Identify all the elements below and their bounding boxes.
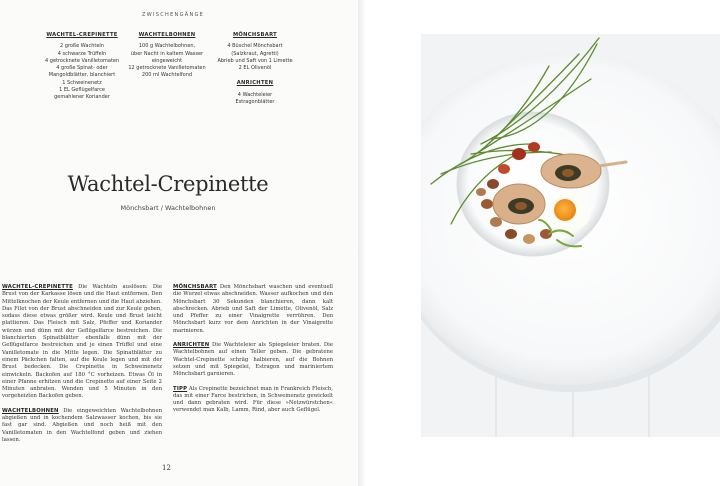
ingredient-line: eingeweicht (151, 57, 183, 64)
ingredients-heading: WACHTELBOHNEN (138, 32, 196, 38)
book-gutter (358, 0, 366, 486)
ingredient-line: Abrieb und Saft von 1 Limette (217, 57, 293, 64)
ingredient-line: 4 Büschel Mönchsbart (227, 43, 283, 50)
method-paragraph (173, 386, 333, 415)
method-text: Die Wachteln auslösen: Die Brust von der Karkasse lösen und die Haut entfernen. Den Mittelknochen der Keule entfernen und die Haut abziehen. Das Filet von der Brust abschneiden und zur Keule geben, sodass diese etwas größer wird. Keule und Brust leicht plattieren. Das Fleisch mit Salz, Pfeffer und Koriander würzen und dünn mit der Geflügelfarce bestreichen. Die blanchierten Spinatblätter ebenfalls dünn mit der Geflügelfarce bestreichen und je einen Trüffel und eine Vanilletomate in die Mitte legen. Die Spinatblätter zu einem Päckchen falten, auf die Keule legen und mit der Brust bedecken. Die Crepinette in Schweinenetz einwickeln. Backofen auf 180 °C vorheizen. Etwas Öl in einer Pfanne erhitzen und die Crepinette auf einer Seite 2 Minuten anbraten. Wenden und 5 Minuten in den vorgeheizten Backofen geben. (2, 284, 162, 400)
method-keyword: ANRICHTEN (173, 342, 210, 349)
ingredient-line: 4 getrocknete Vanilletomaten (45, 57, 120, 64)
ingredient-line: 4 Wachteleier (237, 91, 273, 98)
method-paragraph (173, 342, 333, 378)
ingredients-heading: ANRICHTEN (236, 80, 274, 87)
ingredient-line: 2 große Wachteln (60, 43, 104, 50)
page-number: 12 (162, 464, 171, 472)
section-label: ZWISCHENGÄNGE (142, 12, 205, 18)
method-paragraph (2, 284, 162, 401)
ingredient-line: gemahlener Koriander (54, 94, 110, 101)
method-paragraph (2, 408, 162, 444)
method-keyword: TIPP (173, 385, 188, 392)
ingredient-line: 1 EL Geflügelfarce (59, 87, 105, 94)
ingredient-line: Mangoldblätter, blanchiert (48, 72, 116, 79)
ingredient-line: 4 schwarze Trüffeln (57, 50, 107, 57)
dish-photo (421, 34, 720, 437)
ingredient-line: 12 getrocknete Vanilletomaten (128, 65, 206, 72)
dish-photo-illustration (421, 34, 720, 437)
ingredient-line: 4 große Spinat- oder (56, 65, 108, 72)
method-paragraph (173, 284, 333, 335)
method-column-left (2, 284, 162, 451)
method-keyword: WACHTELBOHNEN (2, 407, 59, 414)
method-keyword: WACHTEL-CREPINETTE (2, 284, 73, 290)
ingredients-heading: MÖNCHSBART (232, 32, 278, 38)
method-keyword: MÖNCHSBART (173, 284, 217, 290)
ingredients-wachtel (45, 32, 119, 102)
ingredients-wachtelbohnen (126, 32, 208, 80)
ingredient-line: 2 EL Olivenöl (238, 65, 272, 72)
ingredient-line: 200 ml Wachtelfond (141, 72, 193, 79)
method-text: Den Mönchsbart waschen und eventuell die Wurzel etwas abschneiden. Wasser aufkochen und den Mönchsbart 30 Sekunden blanchieren, dann kalt abschrecken. Abrieb und Saft der Limette, Olivenöl, Salz und Pfeffer zu einer Vinaigrette verrühren. Den Mönchsbart kurz vor dem Anrichten in der Vinaigrette marinieren. (173, 284, 333, 334)
ingredient-line: 100 g Wachtelbohnen, (138, 43, 196, 50)
ingredient-line: 1 Schweinenetz (62, 79, 102, 86)
ingredients-heading: WACHTEL-CREPINETTE (46, 32, 118, 38)
ingredient-line: (Salzkraut, Agretti) (231, 50, 279, 57)
wachtel-spiegelei (547, 193, 591, 231)
method-text: Die eingeweichten Wachtelbohnen abgießen und in kochendem Salzwasser kochen, bis sie fast gar sind. Abgießen und noch heiß mit den Vanilletomaten in den Wachtelfond geben und ziehen lassen. (2, 407, 162, 443)
ingredient-line: Estragonblätter (235, 99, 275, 106)
method-text: Die Wachteleier als Spiegeleier braten. Die Wachtelbohnen auf einen Teller geben. Die gebratene Wachtel-Crepinette schräg halbieren, auf die Bohnen setzen und mit Spiegelei, Estragon und mariniertem Mönchsbart garnieren. (173, 342, 333, 378)
recipe-subtitle: Mönchsbart / Wachtelbohnen (120, 204, 216, 212)
method-text: Als Crepinette bezeichnet man in Frankreich Fleisch, das mit einer Farce bestrichen, in Schweinenetz gewickelt und dann gebraten wird. Für diese »Netzwürstchen« verwendet man Kalb, Lamm, Rind, aber auch Geflügel. (173, 385, 333, 414)
recipe-title: Wachtel-Crepinette (67, 172, 269, 196)
method-column-right (173, 284, 333, 422)
ingredients-moenchsbart (214, 32, 296, 106)
ingredient-line: über Nacht in kaltem Wasser (130, 50, 204, 57)
